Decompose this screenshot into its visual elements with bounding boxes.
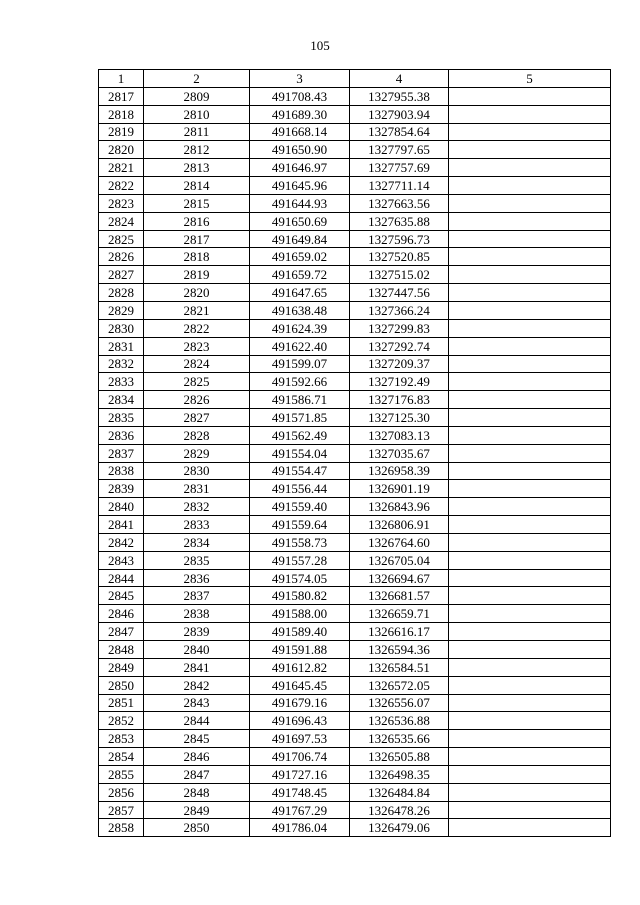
coord-y-cell: 1327192.49 — [350, 373, 449, 391]
coordinates-table — [98, 69, 611, 837]
note-cell — [449, 409, 611, 427]
coord-x-cell: 491557.28 — [250, 551, 350, 569]
point-index-cell: 2855 — [99, 765, 144, 783]
coord-y-cell: 1326498.35 — [350, 765, 449, 783]
point-index-cell: 2823 — [99, 194, 144, 212]
column-header: 1 — [99, 70, 144, 88]
point-index-cell: 2852 — [99, 712, 144, 730]
table-row — [99, 498, 611, 516]
note-cell — [449, 765, 611, 783]
table-row — [99, 676, 611, 694]
table-body — [99, 87, 611, 836]
coord-y-cell: 1327176.83 — [350, 391, 449, 409]
table-row — [99, 266, 611, 284]
note-cell — [449, 248, 611, 266]
coord-y-cell: 1327125.30 — [350, 409, 449, 427]
point-number-cell: 2821 — [144, 301, 250, 319]
point-number-cell: 2831 — [144, 480, 250, 498]
point-index-cell: 2820 — [99, 141, 144, 159]
point-index-cell: 2856 — [99, 783, 144, 801]
note-cell — [449, 105, 611, 123]
coord-x-cell: 491556.44 — [250, 480, 350, 498]
point-index-cell: 2837 — [99, 444, 144, 462]
coord-y-cell: 1326505.88 — [350, 748, 449, 766]
point-number-cell: 2824 — [144, 355, 250, 373]
point-number-cell: 2816 — [144, 212, 250, 230]
note-cell — [449, 159, 611, 177]
table-row — [99, 141, 611, 159]
point-number-cell: 2825 — [144, 373, 250, 391]
point-index-cell: 2840 — [99, 498, 144, 516]
note-cell — [449, 533, 611, 551]
coord-y-cell: 1326806.91 — [350, 516, 449, 534]
coord-x-cell: 491574.05 — [250, 569, 350, 587]
point-index-cell: 2818 — [99, 105, 144, 123]
point-number-cell: 2843 — [144, 694, 250, 712]
coord-y-cell: 1326616.17 — [350, 623, 449, 641]
point-index-cell: 2830 — [99, 319, 144, 337]
point-number-cell: 2823 — [144, 337, 250, 355]
point-number-cell: 2836 — [144, 569, 250, 587]
coord-y-cell: 1326594.36 — [350, 641, 449, 659]
coord-x-cell: 491589.40 — [250, 623, 350, 641]
coord-y-cell: 1327854.64 — [350, 123, 449, 141]
point-index-cell: 2822 — [99, 177, 144, 195]
note-cell — [449, 748, 611, 766]
point-number-cell: 2813 — [144, 159, 250, 177]
point-index-cell: 2817 — [99, 87, 144, 105]
point-index-cell: 2858 — [99, 819, 144, 837]
coord-y-cell: 1327757.69 — [350, 159, 449, 177]
table-row — [99, 444, 611, 462]
page-number: 105 — [310, 38, 330, 53]
coord-y-cell: 1326584.51 — [350, 658, 449, 676]
coord-y-cell: 1326556.07 — [350, 694, 449, 712]
coord-y-cell: 1327299.83 — [350, 319, 449, 337]
coord-y-cell: 1326659.71 — [350, 605, 449, 623]
point-number-cell: 2850 — [144, 819, 250, 837]
note-cell — [449, 284, 611, 302]
coord-x-cell: 491638.48 — [250, 301, 350, 319]
point-number-cell: 2826 — [144, 391, 250, 409]
column-header: 3 — [250, 70, 350, 88]
note-cell — [449, 658, 611, 676]
coord-y-cell: 1327292.74 — [350, 337, 449, 355]
note-cell — [449, 730, 611, 748]
table-row — [99, 426, 611, 444]
point-index-cell: 2831 — [99, 337, 144, 355]
point-index-cell: 2854 — [99, 748, 144, 766]
coord-x-cell: 491591.88 — [250, 641, 350, 659]
point-index-cell: 2833 — [99, 373, 144, 391]
table-row — [99, 230, 611, 248]
coord-x-cell: 491650.90 — [250, 141, 350, 159]
table-row — [99, 355, 611, 373]
point-index-cell: 2844 — [99, 569, 144, 587]
table-row — [99, 480, 611, 498]
note-cell — [449, 516, 611, 534]
note-cell — [449, 641, 611, 659]
table-row — [99, 783, 611, 801]
point-index-cell: 2841 — [99, 516, 144, 534]
coord-y-cell: 1327083.13 — [350, 426, 449, 444]
table-row — [99, 409, 611, 427]
coord-x-cell: 491586.71 — [250, 391, 350, 409]
column-header: 2 — [144, 70, 250, 88]
point-index-cell: 2836 — [99, 426, 144, 444]
point-number-cell: 2815 — [144, 194, 250, 212]
coord-x-cell: 491659.02 — [250, 248, 350, 266]
coord-y-cell: 1327447.56 — [350, 284, 449, 302]
coord-x-cell: 491622.40 — [250, 337, 350, 355]
coord-y-cell: 1327955.38 — [350, 87, 449, 105]
coord-y-cell: 1326572.05 — [350, 676, 449, 694]
point-index-cell: 2846 — [99, 605, 144, 623]
point-number-cell: 2819 — [144, 266, 250, 284]
table-row — [99, 765, 611, 783]
column-header: 4 — [350, 70, 449, 88]
point-index-cell: 2848 — [99, 641, 144, 659]
point-number-cell: 2849 — [144, 801, 250, 819]
point-number-cell: 2846 — [144, 748, 250, 766]
note-cell — [449, 587, 611, 605]
table-row — [99, 212, 611, 230]
table-row — [99, 391, 611, 409]
coord-y-cell: 1327209.37 — [350, 355, 449, 373]
table-row — [99, 819, 611, 837]
note-cell — [449, 444, 611, 462]
coord-y-cell: 1327366.24 — [350, 301, 449, 319]
point-index-cell: 2845 — [99, 587, 144, 605]
point-index-cell: 2827 — [99, 266, 144, 284]
coord-y-cell: 1327520.85 — [350, 248, 449, 266]
table-row — [99, 248, 611, 266]
note-cell — [449, 87, 611, 105]
table-row — [99, 159, 611, 177]
table-header — [99, 70, 611, 88]
point-index-cell: 2849 — [99, 658, 144, 676]
point-number-cell: 2841 — [144, 658, 250, 676]
note-cell — [449, 712, 611, 730]
point-number-cell: 2845 — [144, 730, 250, 748]
point-index-cell: 2838 — [99, 462, 144, 480]
note-cell — [449, 355, 611, 373]
point-index-cell: 2832 — [99, 355, 144, 373]
note-cell — [449, 194, 611, 212]
coord-y-cell: 1326694.67 — [350, 569, 449, 587]
note-cell — [449, 569, 611, 587]
coord-x-cell: 491767.29 — [250, 801, 350, 819]
point-number-cell: 2838 — [144, 605, 250, 623]
coord-x-cell: 491706.74 — [250, 748, 350, 766]
note-cell — [449, 266, 611, 284]
note-cell — [449, 230, 611, 248]
point-index-cell: 2850 — [99, 676, 144, 694]
coord-x-cell: 491599.07 — [250, 355, 350, 373]
point-number-cell: 2811 — [144, 123, 250, 141]
point-number-cell: 2818 — [144, 248, 250, 266]
coord-x-cell: 491786.04 — [250, 819, 350, 837]
point-index-cell: 2819 — [99, 123, 144, 141]
coord-x-cell: 491668.14 — [250, 123, 350, 141]
point-index-cell: 2821 — [99, 159, 144, 177]
point-index-cell: 2828 — [99, 284, 144, 302]
coord-y-cell: 1326536.88 — [350, 712, 449, 730]
point-number-cell: 2828 — [144, 426, 250, 444]
coord-y-cell: 1326484.84 — [350, 783, 449, 801]
table-row — [99, 177, 611, 195]
point-number-cell: 2829 — [144, 444, 250, 462]
coord-x-cell: 491645.96 — [250, 177, 350, 195]
note-cell — [449, 694, 611, 712]
table-row — [99, 748, 611, 766]
point-index-cell: 2824 — [99, 212, 144, 230]
coord-x-cell: 491646.97 — [250, 159, 350, 177]
point-index-cell: 2843 — [99, 551, 144, 569]
note-cell — [449, 783, 611, 801]
point-index-cell: 2825 — [99, 230, 144, 248]
note-cell — [449, 551, 611, 569]
table-row — [99, 319, 611, 337]
point-index-cell: 2851 — [99, 694, 144, 712]
coord-x-cell: 491562.49 — [250, 426, 350, 444]
coord-x-cell: 491659.72 — [250, 266, 350, 284]
note-cell — [449, 212, 611, 230]
column-header: 5 — [449, 70, 611, 88]
coord-x-cell: 491554.04 — [250, 444, 350, 462]
note-cell — [449, 177, 611, 195]
coord-x-cell: 491592.66 — [250, 373, 350, 391]
table-row — [99, 516, 611, 534]
coord-y-cell: 1326764.60 — [350, 533, 449, 551]
table-row — [99, 569, 611, 587]
point-number-cell: 2847 — [144, 765, 250, 783]
table-row — [99, 105, 611, 123]
coord-x-cell: 491624.39 — [250, 319, 350, 337]
coord-x-cell: 491748.45 — [250, 783, 350, 801]
point-number-cell: 2822 — [144, 319, 250, 337]
point-number-cell: 2817 — [144, 230, 250, 248]
table-row — [99, 587, 611, 605]
coord-y-cell: 1327903.94 — [350, 105, 449, 123]
coord-x-cell: 491689.30 — [250, 105, 350, 123]
coord-y-cell: 1327663.56 — [350, 194, 449, 212]
table-row — [99, 730, 611, 748]
coord-x-cell: 491559.64 — [250, 516, 350, 534]
coord-x-cell: 491645.45 — [250, 676, 350, 694]
note-cell — [449, 123, 611, 141]
coord-x-cell: 491588.00 — [250, 605, 350, 623]
point-number-cell: 2844 — [144, 712, 250, 730]
coord-x-cell: 491580.82 — [250, 587, 350, 605]
point-number-cell: 2820 — [144, 284, 250, 302]
note-cell — [449, 605, 611, 623]
note-cell — [449, 391, 611, 409]
table-row — [99, 712, 611, 730]
coord-y-cell: 1326479.06 — [350, 819, 449, 837]
coord-x-cell: 491647.65 — [250, 284, 350, 302]
point-index-cell: 2835 — [99, 409, 144, 427]
coord-y-cell: 1327515.02 — [350, 266, 449, 284]
coord-y-cell: 1327596.73 — [350, 230, 449, 248]
point-index-cell: 2853 — [99, 730, 144, 748]
table-row — [99, 337, 611, 355]
point-number-cell: 2840 — [144, 641, 250, 659]
point-number-cell: 2810 — [144, 105, 250, 123]
point-index-cell: 2847 — [99, 623, 144, 641]
coord-y-cell: 1326478.26 — [350, 801, 449, 819]
table-row — [99, 605, 611, 623]
coord-x-cell: 491554.47 — [250, 462, 350, 480]
coord-x-cell: 491644.93 — [250, 194, 350, 212]
point-number-cell: 2839 — [144, 623, 250, 641]
note-cell — [449, 301, 611, 319]
coord-y-cell: 1326681.57 — [350, 587, 449, 605]
coord-x-cell: 491612.82 — [250, 658, 350, 676]
coord-x-cell: 491650.69 — [250, 212, 350, 230]
point-index-cell: 2829 — [99, 301, 144, 319]
coord-y-cell: 1327797.65 — [350, 141, 449, 159]
note-cell — [449, 337, 611, 355]
coord-y-cell: 1327035.67 — [350, 444, 449, 462]
point-number-cell: 2830 — [144, 462, 250, 480]
coord-x-cell: 491571.85 — [250, 409, 350, 427]
table-row — [99, 87, 611, 105]
point-number-cell: 2837 — [144, 587, 250, 605]
point-index-cell: 2842 — [99, 533, 144, 551]
note-cell — [449, 676, 611, 694]
point-number-cell: 2835 — [144, 551, 250, 569]
coord-y-cell: 1327711.14 — [350, 177, 449, 195]
point-number-cell: 2814 — [144, 177, 250, 195]
coord-x-cell: 491649.84 — [250, 230, 350, 248]
coord-y-cell: 1327635.88 — [350, 212, 449, 230]
coord-y-cell: 1326958.39 — [350, 462, 449, 480]
coord-y-cell: 1326901.19 — [350, 480, 449, 498]
table-row — [99, 462, 611, 480]
table-row — [99, 533, 611, 551]
coord-y-cell: 1326535.66 — [350, 730, 449, 748]
coord-x-cell: 491708.43 — [250, 87, 350, 105]
note-cell — [449, 801, 611, 819]
note-cell — [449, 319, 611, 337]
table-row — [99, 373, 611, 391]
point-index-cell: 2826 — [99, 248, 144, 266]
table-row — [99, 194, 611, 212]
note-cell — [449, 623, 611, 641]
point-number-cell: 2827 — [144, 409, 250, 427]
point-index-cell: 2857 — [99, 801, 144, 819]
table-row — [99, 284, 611, 302]
coord-x-cell: 491558.73 — [250, 533, 350, 551]
point-number-cell: 2809 — [144, 87, 250, 105]
point-index-cell: 2834 — [99, 391, 144, 409]
point-index-cell: 2839 — [99, 480, 144, 498]
coord-x-cell: 491697.53 — [250, 730, 350, 748]
coord-x-cell: 491679.16 — [250, 694, 350, 712]
point-number-cell: 2833 — [144, 516, 250, 534]
note-cell — [449, 141, 611, 159]
note-cell — [449, 462, 611, 480]
note-cell — [449, 819, 611, 837]
coord-x-cell: 491559.40 — [250, 498, 350, 516]
table-row — [99, 123, 611, 141]
header-row — [99, 70, 611, 88]
table-row — [99, 801, 611, 819]
point-number-cell: 2842 — [144, 676, 250, 694]
table-row — [99, 301, 611, 319]
note-cell — [449, 498, 611, 516]
point-number-cell: 2832 — [144, 498, 250, 516]
point-number-cell: 2848 — [144, 783, 250, 801]
note-cell — [449, 373, 611, 391]
point-number-cell: 2812 — [144, 141, 250, 159]
coord-x-cell: 491696.43 — [250, 712, 350, 730]
note-cell — [449, 426, 611, 444]
coord-x-cell: 491727.16 — [250, 765, 350, 783]
coord-y-cell: 1326705.04 — [350, 551, 449, 569]
table-row — [99, 694, 611, 712]
point-number-cell: 2834 — [144, 533, 250, 551]
table-row — [99, 623, 611, 641]
table-row — [99, 641, 611, 659]
table-row — [99, 658, 611, 676]
coord-y-cell: 1326843.96 — [350, 498, 449, 516]
note-cell — [449, 480, 611, 498]
table-row — [99, 551, 611, 569]
